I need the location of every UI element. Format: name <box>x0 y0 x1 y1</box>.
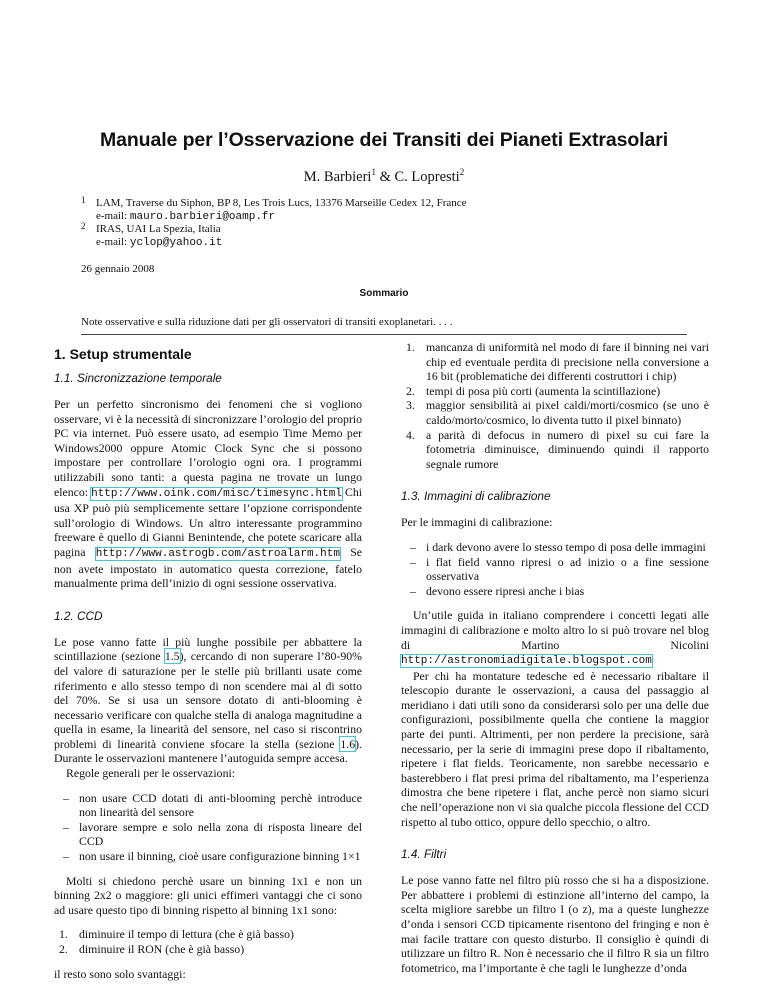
list-item <box>401 384 709 399</box>
author-lopresti: C. Lopresti <box>394 168 460 185</box>
subsection-heading: 1.2. CCD <box>54 608 103 623</box>
spacer <box>54 917 362 927</box>
list-item: – lavorare sempre e solo nella zona di risposta lineare del CCD <box>54 820 362 849</box>
text-run: Se non avete impostato in automatico questa correzione, fatelo manualmente prima dell’inizio di ogni sessione osservativa. <box>54 544 362 591</box>
list-item <box>401 340 709 384</box>
spacer <box>54 781 362 791</box>
paragraph: Regole generali per le osservazioni: <box>66 766 236 781</box>
list-text: a parità di defocus in numero di pixel su cui fare la fotometria diminuisce, diminuendo quindi il rapporto segnale rumore <box>426 427 709 471</box>
spacer <box>54 591 362 609</box>
author-line <box>0 167 768 186</box>
subsection-heading: 1.3. Immagini di calibrazione <box>401 489 551 504</box>
advantages-list <box>54 927 362 956</box>
list-item: – i flat field vanno ripresi o ad inizio o a fine sessione osservativa <box>401 555 709 584</box>
text-run: ). Durante le osservazioni mantenere l’autoguida sempre accesa. <box>54 736 362 766</box>
list-text: mancanza di uniformità nel modo di fare il binning nei vari chip ed eventuale perdita di precisione nella conversione a 16 bit (problematiche dei differenti costruttori i chip) <box>426 340 709 384</box>
list-item <box>401 398 709 427</box>
author-barbieri: M. Barbieri <box>303 168 372 185</box>
list-item: – non usare il binning, cioè usare configurazione binning 1×1 <box>54 849 362 864</box>
email-label: e-mail: <box>96 236 130 248</box>
text-run: ), cercando di non superare l’80-90% del valore di saturazione per le stelle più brillanti usate come riferimento e allo stesso tempo di non scendere mai al di sotto del 70%. Se si usa un sensore dotato di anti-blooming è necessario verificare con qualche stella di analoga magnitudine a quella in esame, la linearità del sensore, nel caso si riscontrino problemi di linearità conviene sfocare la stella (sezione <box>54 649 362 751</box>
left-column <box>54 340 362 981</box>
author-affiliation-mark: 2 <box>459 167 465 177</box>
spacer <box>401 829 709 847</box>
list-text: diminuire il tempo di lettura (che è già basso) <box>79 927 294 942</box>
paragraph: Per le immagini di calibrazione: <box>401 515 553 530</box>
paragraph: il resto sono solo svantaggi: <box>54 966 186 981</box>
list-item <box>401 428 709 472</box>
list-item <box>54 942 362 957</box>
paragraph <box>401 608 709 668</box>
list-text: diminuire il RON (che è già basso) <box>79 942 245 956</box>
list-number: 3. <box>406 398 415 413</box>
calibration-list <box>401 540 709 598</box>
rules-list <box>54 791 362 864</box>
list-number: 4. <box>406 427 415 442</box>
disadvantages-list <box>401 340 709 471</box>
abstract-text: Note osservative e sulla riduzione dati per gli osservatori di transiti exoplanetari. . . . <box>81 316 453 328</box>
list-number: 2. <box>59 942 68 956</box>
list-item: – non usare CCD dotati di anti-blooming perchè introduce non linearità del sensore <box>54 791 362 820</box>
paragraph <box>54 397 362 591</box>
subsection-heading: 1.1. Sincronizzazione temporale <box>54 371 222 385</box>
paragraph: Le pose vanno fatte nel filtro più rosso che si ha a disposizione. Per abbattere i problemi di estinzione all’interno del campo, la scelta migliore sarebbe un filtro I (o z), ma a queste lunghezze d’onda i sensori CCD tipicamente risentono del fringing e non è mai facile trattare con questo disturbo. Il consiglio è quindi di utilizzare un filtro R. Non è necessario che il filtro R sia un filtro fotometrico, ma l’importante è che tagli le lunghezze d’onda <box>401 873 709 975</box>
author-separator: & <box>375 168 395 185</box>
paragraph: Per chi ha montature tedesche ed è necessario ribaltare il telescopio durante le osservazioni, a causa del passaggio al meridiano i dati utili sono da considerarsi solo per una delle due configurazioni, possibilmente quella che contiene la maggior parte dei punti. Altrimenti, per non perdere la precisione, sarà necessario, per la serie di immagini prese dopo il ribaltamento, ripetere i flat fields. Teoricamente, non sarebbe necessario e basterebbero i flat presi prima del ribaltamento, ma l’esperienza dimostra che bene ripetere i flat, anche percè non siamo sicuri che nell’operazione non vi sia qualche piccola flessione del CCD rispetto al tubo ottico, oppure dello specchio, o altro. <box>401 668 709 829</box>
email-label: e-mail: <box>96 210 130 222</box>
affiliation-address: LAM, Traverse du Siphon, BP 8, Les Trois Lucs, 13376 Marseille Cedex 12, France <box>96 197 467 209</box>
astroalarm-link[interactable]: http://www.astrogb.com/astroalarm.htm <box>95 547 340 560</box>
list-number: 1. <box>59 927 68 942</box>
list-item: – devono essere ripresi anche i bias <box>401 584 709 599</box>
paper-title: Manuale per l’Osservazione dei Transiti dei Pianeti Extrasolari <box>99 129 669 151</box>
spacer <box>401 530 709 540</box>
text-run: Per un perfetto sincronismo dei fenomeni che si vogliono osservare, vi è la necessità di sincronizzare l’orologio del proprio PC via internet. Può essere usato, ad esempio Time Memo per Windows2000 oppure Atomic Clock Sync che si possono impostare per controllare l’orologio ogni ora. I programmi utilizzabili sono tanti: a questa pagina ne trovate un lungo elenco: <box>54 397 362 499</box>
affiliation-number: 1 <box>81 195 86 205</box>
list-number: 1. <box>406 340 415 354</box>
timesync-link[interactable]: http://www.oink.com/misc/timesync.html <box>91 487 342 500</box>
section-heading: 1. Setup strumentale <box>54 346 192 362</box>
text-run: Le pose vanno fatte il più lunghe possibile per abbattere la scintillazione (sezione <box>54 634 362 664</box>
text-run: Un’utile guida in italiano comprendere i concetti legati alle immagini di calibrazione e molto altro lo si può trovare nel blog di Martino Nicolini <box>401 608 709 652</box>
publication-date: 26 gennaio 2008 <box>81 263 155 275</box>
spacer <box>54 957 362 967</box>
right-column <box>401 340 709 975</box>
spacer <box>54 864 362 874</box>
paragraph: Molti si chiedono perchè usare un binning 1x1 e non un binning 2x2 o maggiore: gli unici effimeri vantaggi che ci sono ad usare questo tipo di binning rispetto al binning 1x1 sono: <box>54 873 362 917</box>
list-text: tempi di posa più corti (aumenta la scintillazione) <box>426 383 661 398</box>
subsection-heading: 1.4. Filtri <box>401 847 447 862</box>
list-item: – i dark devono avere lo stesso tempo di posa delle immagini <box>401 540 709 555</box>
section-ref-link[interactable]: 1.6 <box>340 736 356 751</box>
author-affiliation-mark: 1 <box>371 167 376 177</box>
affiliation-number: 2 <box>81 221 86 231</box>
blog-link[interactable]: http://astronomiadigitale.blogspot.com <box>401 655 652 668</box>
list-item <box>54 927 362 942</box>
affiliation-address: IRAS, UAI La Spezia, Italia <box>96 223 221 235</box>
spacer <box>401 471 709 489</box>
abstract-heading: Sommario <box>359 288 409 299</box>
affiliation-email-line <box>96 236 222 251</box>
list-number: 2. <box>406 383 415 398</box>
email-address: mauro.barbieri@oamp.fr <box>129 211 276 223</box>
section-ref-link[interactable]: 1.5 <box>164 649 180 664</box>
paragraph <box>54 635 362 766</box>
abstract-divider <box>81 334 687 335</box>
list-text: maggior sensibilità ai pixel caldi/morti/cosmico (se uno è caldo/morto/cosmico, lo diventa tutto il pixel binnato) <box>426 398 709 427</box>
text-run: Chi usa XP può più semplicemente settare l’opzione corrispondente sull’orologio di Windows. Un altro interessante programmino freeware è quello di Gianni Benintende, che potete scaricare alla pagina <box>54 484 363 559</box>
email-address: yclop@yahoo.it <box>129 237 223 249</box>
spacer <box>401 598 709 608</box>
